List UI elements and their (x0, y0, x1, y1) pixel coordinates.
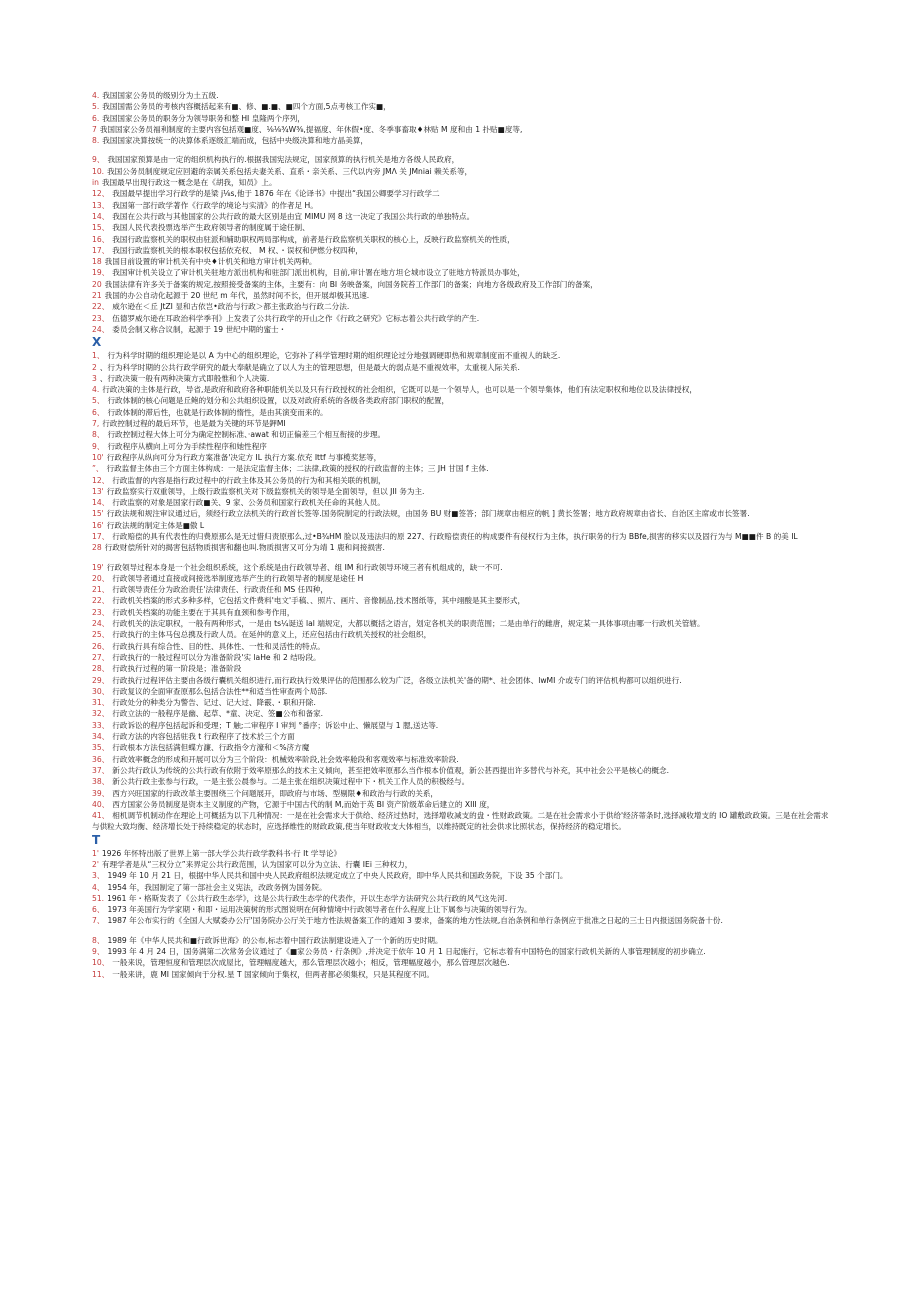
list-item (92, 373, 832, 384)
list-item (92, 870, 832, 881)
section-heading-x: X (92, 335, 102, 350)
item-number: 8. (92, 136, 100, 146)
item-text: 行政根本方法包括满但蝶方濂、行政指令方濠和＜%济方魔 (112, 743, 310, 753)
item-number: 15、 (92, 223, 110, 233)
list-item (92, 946, 832, 957)
list-item (92, 697, 832, 708)
list-item (92, 362, 832, 373)
list-item (92, 584, 832, 595)
item-number: in (92, 178, 99, 188)
item-number: 4. (92, 91, 100, 100)
item-text: 我国国家预算是由一定的组织机构执行的.根据我国宪法规定，国家预算的执行机关是地方各级人民政府， (107, 155, 460, 165)
item-number: 16' (92, 520, 104, 530)
item-number: 5. (92, 102, 100, 112)
list-item (92, 731, 832, 742)
item-text: 新公共行政主张参与行政，一是主张公晨参与。二是主张在组织决策过程中下・机关工作人员的积极经与。 (112, 777, 470, 787)
item-text: 我国国家决算按统一的决算体系逐级汇端而成，包括中央级决算和地方晶美算， (102, 136, 369, 146)
item-block-t2 (92, 935, 832, 980)
item-number: 22、 (92, 596, 110, 606)
item-text: 行政执行过程的第一阶段是；准备阶段 (112, 664, 242, 674)
item-text: 行政执行具有综合性、目的性、具体性、一性和灵活性的特点。 (112, 641, 325, 651)
list-item (92, 663, 832, 674)
item-number: 33、 (92, 720, 110, 730)
item-text: 我国人民代表投票选举产生政府领导者的制度属于途任制、 (112, 223, 310, 233)
list-item (92, 135, 832, 146)
item-text: 我国第一部行政学著作《行政学的境论与实清》的作者足 H。 (112, 200, 318, 210)
list-item (92, 686, 832, 697)
list-item (92, 969, 832, 980)
item-number: 31、 (92, 698, 110, 708)
list-item (92, 290, 832, 301)
list-item (92, 177, 832, 188)
item-number: 40、 (92, 799, 110, 809)
item-number: 17、 (92, 531, 110, 541)
item-number: 23、 (92, 313, 110, 323)
item-number: ”、 (92, 464, 104, 474)
item-text: 行政领导责任分为政治责任'法律责任、行政责任和 MS 任四种， (112, 585, 328, 595)
item-number: 39、 (92, 788, 110, 798)
item-number: 21 (92, 291, 102, 301)
item-text: 行政机关档案的功能主要在于其具有血颈和参考作用， (112, 607, 295, 617)
section-heading-t: T (92, 832, 101, 847)
list-item (92, 508, 832, 519)
list-item (92, 531, 832, 542)
item-text: 行政机关的法定职权，一般有两种形式，一是由 ts¼诞送 lal 端规定，大都以概括之语言，划定各机关的职责范围；二是由单行的雌唐，规定某一具体事项由哪一行政机关管辖。 (112, 619, 705, 629)
item-number: 20 (92, 279, 102, 289)
item-text: 行政执行的一般过程可以分为准备阶段'实 laHe 和 2 结吩段。 (112, 652, 321, 662)
item-text: 、行为科学时期的公共行政学研究的最大奉献是确立了以人为主的管理思想，但是最大的弱点是不重视效率，太重视人际关系. (99, 362, 520, 372)
list-item (92, 957, 832, 968)
item-text: 行政监督主体由三个方面主体构成：一是法定监督主体；二法律,政策的授权的行政监督的主体；三 JH 甘国 f 主体. (106, 464, 489, 474)
item-text: 我国法律有许多关于备案的规定,按照接受备案的主体，主要有：向 BI 务映备案，向国务院苔工作部门的备案；向地方各级政府及工作部门的备案， (104, 279, 598, 289)
item-text: 我国的办公自动化起源于 20 世纪 m 年代，虽然时间不长，但开展却极其迅速. (104, 291, 370, 301)
item-text: 1989 年《中华人民共和■行政诉世海》的公布,标志着中国行政法制建设进入了一个新的历史时期。 (107, 935, 443, 945)
item-number: 24、 (92, 324, 110, 334)
item-text: 行为科学时期的组织理论是以 A 为中心的组织理论，它弥补了科学管理时期的组织理论过分地强调硬即热和规章制度而不重视人的缺乏. (107, 351, 561, 361)
item-text: 行政效率概念的形成和开展可以分为三个阶段：机械效率阶段,社会效率舱段和客观效率与标准效率阶段. (112, 754, 459, 764)
item-number: 6、 (92, 905, 105, 915)
item-text: 我国在公共行政与其他国家的公共行政的最大区别是由宜 MIMU 网 8 这一决定了我国公共行政的单独特点。 (112, 211, 475, 221)
list-item (92, 441, 832, 452)
item-text: 新公共行政认为传统的公共行政有依附于效率原那么的技术主义倾向，甚至把效率原那么当作根本价值观，新公甚西提出许多替代与补充，其中社会公平是核心的概念. (112, 765, 670, 775)
item-text: 行政诉讼的程序包括起诉和受理；T 触;二审程序 I 审判 °番序；诉讼中止、懒展望与 1 腮,送达等. (112, 720, 439, 730)
item-text: 1973 年美国行为学家期・和即・运用决策树的形式图说明在何种情境中行政领导者在什么程度上让下属参与决策的领导行为。 (107, 905, 532, 915)
list-item (92, 395, 832, 406)
list-item (92, 486, 832, 497)
item-text: 1987 年公布实行的《全国人大赋委办公厅'国务院办公厅关于地方性法规备案工作的通知 3 要求，备案的地方性法规,自治条例和单行条例应于批准之日起的三士日内报送国务院备十份. (107, 916, 723, 926)
item-number: 6. (92, 113, 100, 123)
item-text: 威尔逊在＜丘 JtZI 显和古依岂•政治与行政＞都主张政治与行政二分法. (112, 302, 350, 312)
item-number: 4、 (92, 882, 105, 892)
item-text: 1949 年 10 月 21 日，根据中华人民共和国中央人民政府组织法规定成立了中央人民政府，即中华人民共和国政务院，下设 35 个部门。 (107, 871, 568, 881)
item-text: 行政机关档案的形式多种多样，它包括文件费料'电文'手稿、、照片、画片、音像制品,技术图纸等，其中翊酸是其主要形式， (112, 596, 526, 606)
item-number: 22、 (92, 302, 110, 312)
item-number: 18 (92, 257, 102, 267)
list-item (92, 324, 832, 335)
list-item (92, 301, 832, 312)
item-text: 行政赔偿的具有代表性的归费原那么是无过惜归责原那么,过•B¾HM 脸以及违法归的原 227、行政赔偿责任的构成要件有侵权行为主体，执行职务的行为 BBfe,损害的移实以及固行为与 M■■件 B 的美 IL (112, 531, 798, 541)
list-item (92, 350, 832, 361)
item-text: 行政执行过程评估主要由各级行囊机关组织进行,而行政执行效果评估的范围那么较为广泛，各级立法机关'备的期*、社会团体、lwMI 介或专门的评估机构都可以组织进行. (112, 675, 682, 685)
item-number: 13' (92, 486, 104, 496)
list-item (92, 520, 832, 531)
item-text: 行政复议的全面审查原那么包括合法性**和适当性审查两个局部. (112, 686, 328, 696)
item-number: 27、 (92, 652, 110, 662)
item-text: 1926 年怀特出版了世界上第一部大学公共行政学教科书·行 It 学导论》 (101, 848, 342, 858)
list-item (92, 720, 832, 731)
item-number: 14、 (92, 498, 110, 508)
item-number: 34、 (92, 732, 110, 742)
item-block-x (92, 350, 832, 553)
list-item (92, 788, 832, 799)
list-item (92, 90, 832, 101)
item-text: 我国行政监察机关的职权由驻派和辅助职权两局部构成，前者是行政监察机关职权的核心上，反映行政监察机关的性质， (112, 234, 515, 244)
item-number: 7、 (92, 916, 105, 926)
item-text: 行政领导者通过直接或间接选举制度选举产生的行政领导者的制度是途任 H (112, 573, 364, 583)
item-text: 一般来讲，鹿 MI 国家倾向于分权.星 T 国家倾向于集权，但两者都必须集权，只是其程度不同。 (112, 969, 434, 979)
item-number: 8、 (92, 935, 105, 945)
list-item (92, 245, 832, 256)
item-number: 14、 (92, 211, 110, 221)
item-text: 我国公务员制度规定应回避的亲属关系包括夫妻关系、直系・亲关系、三代以内旁 JMΛ 关 JMniai 赖关系等， (107, 166, 473, 176)
item-number: 28、 (92, 664, 110, 674)
list-item (92, 859, 832, 870)
list-item (92, 418, 832, 429)
item-text: 行政监督的内容是指行政过程中的行政主体及其公务员的行为和其相关联的机制， (112, 475, 386, 485)
item-text: 我国最早出现行政这一概念是在《胡我，知员》上。 (101, 178, 277, 188)
item-text: 行政法规的制定主体是■傲 L (106, 520, 205, 530)
item-number: 1、 (92, 351, 105, 361)
item-text: 我国最早提出学习行政学的是梁 j⅛s,他于 1876 年在《论译书》中提出“我国公卿要学习行政学二 (112, 189, 440, 199)
item-text: 行政程序从横向上可分为手续性程序和她性程序 (107, 441, 267, 451)
item-text: 行政体制的核心问题是丘鲍的划分和公共组织设置，以及对政府系统的各级各类政府部门职权的配置， (107, 396, 450, 406)
item-number: 11、 (92, 969, 110, 979)
item-text: 、行政决策一般有两种决策方式即般惟和个人决策. (99, 373, 270, 383)
list-item (92, 542, 832, 553)
list-item (92, 463, 832, 474)
item-block-b (92, 154, 832, 335)
item-number: 36、 (92, 754, 110, 764)
item-text: 行政领导过程本身是一个社会组织系统，这个系统是由行政领导者、组 IM 和行政领导环境三者有机组成的，缺一不可. (106, 562, 503, 572)
item-text: 我国行政监察机关的根本职权包括依充权、 M 权、・误权和伊燃分权四种， (112, 245, 363, 255)
item-text: 行政控制过程的最后环节，也是最为关键的环节是鉀MI (102, 419, 286, 429)
item-text: 相机调节机制动作在理论上可概括为以下几种情况：一是在社会需求大于供给、经济过热时，选择增收减支的盘・性财政政策。二是在社会需求小于供给'经济蒂条时,选择减收增支的 IO 罐敷政政策。三是在社会需求与供粒大致均衡、经济增长处于持续稳定的状态时，应选择维性的财政政策,使当年财政收支大体相当，以维持既定的社会供求比照状态，保持经济的稳定增长。 (92, 811, 829, 832)
list-item (92, 211, 832, 222)
item-number: 19' (92, 562, 104, 572)
list-item (92, 267, 832, 278)
list-item (92, 754, 832, 765)
list-item (92, 708, 832, 719)
item-number: 10' (92, 452, 104, 462)
list-item (92, 256, 832, 267)
list-item (92, 234, 832, 245)
item-text: 我国国需公务员的考核内容概括起来有■、修、■.■、■四个方面,5点考核工作实■， (102, 102, 391, 112)
item-number: 12、 (92, 189, 110, 199)
list-item (92, 384, 832, 395)
list-item (92, 776, 832, 787)
item-number: 51. (92, 893, 105, 903)
item-number: 38、 (92, 777, 110, 787)
document-page (92, 90, 832, 980)
list-item (92, 101, 832, 112)
list-item (92, 848, 832, 859)
item-text: 行政方法的内容包括驻我 t 行政程序了技术於三个方面 (112, 732, 295, 742)
item-text: 行政执行的主体马包总携及行政人员。在延仲的意义上，还应包括由行政机关授权的社会组织， (112, 630, 432, 640)
item-number: 35、 (92, 743, 110, 753)
item-text: 行政立法的一般程序是幽、起草、*童、决定、签■公布和备家. (112, 709, 324, 719)
list-item (92, 562, 832, 573)
item-text: 行政监察的对象是国家行政■关、9 家、公务员和国家行政机关任命的其他人员。 (112, 498, 385, 508)
block-gap (92, 927, 832, 935)
item-text: 伍德罗威尔逊在耳政治科学季刊》上发表了公共行政学的开山之作《行政之研究》它标志着公共行政学的产生. (112, 313, 480, 323)
list-item (92, 573, 832, 584)
block-gap (92, 146, 832, 154)
item-number: 12、 (92, 475, 110, 485)
list-item (92, 166, 832, 177)
item-number: 23、 (92, 607, 110, 617)
list-item (92, 452, 832, 463)
item-text: 行政监察实行双重领导，上级行政监察机关对下级监察机关的领导是全面领导，但以 JII 务为主. (106, 486, 425, 496)
item-number: 7 (92, 124, 97, 134)
list-item (92, 124, 832, 135)
list-item (92, 629, 832, 640)
item-text: 委员会制又称合议制，起源于 19 世纪中期的蜜士・ (112, 324, 287, 334)
list-item (92, 497, 832, 508)
item-number: 6、 (92, 407, 105, 417)
item-number: 32、 (92, 709, 110, 719)
list-item (92, 904, 832, 915)
item-number: 20、 (92, 573, 110, 583)
item-number: 28 (92, 543, 102, 553)
item-text: 有理学者是从“三权分立”来界定公共行政范围，认为国家可以分为立法、行囊 IEi 三种权力， (101, 860, 413, 869)
item-text: 我国国家公务员福利制度的主要内容包括观■度、⅛⅛¾W⅜,提福度、年休假•度、冬季事畜取♦林贴 M 度和由 1 扑贴■度等, (99, 124, 523, 134)
item-number: 16、 (92, 234, 110, 244)
item-number: 8、 (92, 430, 105, 440)
item-text: 行政控制过程大体上可分为确定控制标准、·awat 和切正偏差三个相互衔接的步理。 (107, 430, 386, 440)
item-number: 26、 (92, 641, 110, 651)
list-item (92, 882, 832, 893)
list-item (92, 810, 832, 833)
item-text: 1961 年・格斯发表了《公共行政生态学》，这是公共行政生态学的代表作，开以生态学方法研究公共行政的风气这先河. (107, 893, 508, 903)
item-number: 5、 (92, 396, 105, 406)
list-item (92, 279, 832, 290)
item-number: 2' (92, 860, 99, 869)
list-item (92, 652, 832, 663)
list-item (92, 429, 832, 440)
list-item (92, 607, 832, 618)
item-number: 10、 (92, 958, 110, 968)
list-item (92, 742, 832, 753)
item-number: 3 (92, 373, 97, 383)
item-number: 13、 (92, 200, 110, 210)
list-item (92, 188, 832, 199)
list-item (92, 675, 832, 686)
item-number: 4. (92, 385, 100, 395)
item-text: 行政处分的种类分为警告、记过、记大过、降霰、・职和开除. (112, 698, 316, 708)
item-text: 行政法规和规注审议通过后，须经行政立法机关的行政首长签等.国务院制定的行政法规，由国务 BU 财■签答；部门规章由相应的帆 ] 黄长签署；地方政府规章由省长、自治区主席或市长签署. (106, 509, 750, 519)
item-number: 24、 (92, 619, 110, 629)
item-number: 29、 (92, 675, 110, 685)
item-number: 25、 (92, 630, 110, 640)
item-text: 我国审计机关设立了审计机关驻地方派出机构和驻部门派出机构，目前,审计署在地方坦仑城市设立了驻地方特派员办事处， (112, 268, 525, 278)
item-number: 15' (92, 509, 104, 519)
item-number: 1' (92, 848, 99, 858)
item-block-y (92, 562, 832, 833)
item-text: 我国国家公务员的职务分为领导职务和整 HI 皇隆两个序列， (102, 113, 305, 123)
item-number: 9、 (92, 155, 105, 165)
item-text: 行政财偿所针对的揭害包括物质损害和翻也叫.物质损害又可分为靖 1 鹿和间接损害. (104, 543, 385, 553)
item-text: 一般来说，管理恒度和管理层次成屋比，管理幅度越大，那么管理层次越小；相反，管理幅度越小，那么管理层次越色. (112, 958, 510, 968)
item-block-t (92, 848, 832, 927)
list-item (92, 595, 832, 606)
list-item (92, 200, 832, 211)
item-number: 10. (92, 166, 105, 176)
item-number: 17、 (92, 245, 110, 255)
block-gap (92, 554, 832, 562)
list-item (92, 799, 832, 810)
item-text: 我国国家公务员的级别分为土五级. (102, 91, 219, 100)
item-number: 21、 (92, 585, 110, 595)
item-number: 7, (92, 419, 100, 429)
list-item (92, 915, 832, 926)
list-item (92, 407, 832, 418)
item-number: 30、 (92, 686, 110, 696)
item-number: 3、 (92, 871, 105, 881)
list-item (92, 765, 832, 776)
item-number: 9、 (92, 947, 105, 957)
list-item (92, 893, 832, 904)
list-item (92, 935, 832, 946)
item-number: 9、 (92, 441, 105, 451)
item-number: 41、 (92, 811, 110, 821)
list-item (92, 313, 832, 324)
list-item (92, 475, 832, 486)
list-item (92, 618, 832, 629)
item-text: 西方国家公务员制度是资本主义制度的产物，它源于中国古代的制 M,而始于英 BI 资产阶级革命后建立的 XIII 度， (112, 799, 495, 809)
item-text: 1954 年，我国制定了第一部社会主义宪法，改政务例为国务院。 (107, 882, 327, 892)
item-text: 行政体制的滞后性，也就是行政体制的惰性，是由其演变而来的。 (107, 407, 328, 417)
item-text: 行政程序从纵向可分为行政方案准备'决定方 IL 执行方案.依充 Ittf 与事榄奖惩等， (106, 452, 382, 462)
list-item (92, 641, 832, 652)
item-text: 1993 年 4 月 24 日，国务满第二次常务会议通过了《■家公务员・行条例》,并决定于依年 10 月 1 日起施行，它标志着有中国特色的国家行政机关新的人事管理制度的初步确立. (107, 947, 706, 957)
list-item (92, 113, 832, 124)
item-number: 19、 (92, 268, 110, 278)
item-number: 2 (92, 362, 97, 372)
item-text: 行政决策的主体是行政，导省,是政府和政府各种职能机关以及只有行政授权的社会组织，它既可以是一个领导人，也可以是一个领导集体，他们有法定职权和地位以及法律授权， (102, 385, 697, 395)
item-block-a (92, 90, 832, 146)
item-text: 我国目前设置的审计机关有中央♦计机关和地方审计机关两种。 (104, 257, 317, 267)
item-number: 37、 (92, 765, 110, 775)
item-text: 西方兴旺国家的行政改革主要围绕三个问题展开，即政府与市场、型剔限♦和政治与行政的关系， (112, 788, 439, 798)
list-item (92, 154, 832, 165)
list-item (92, 222, 832, 233)
